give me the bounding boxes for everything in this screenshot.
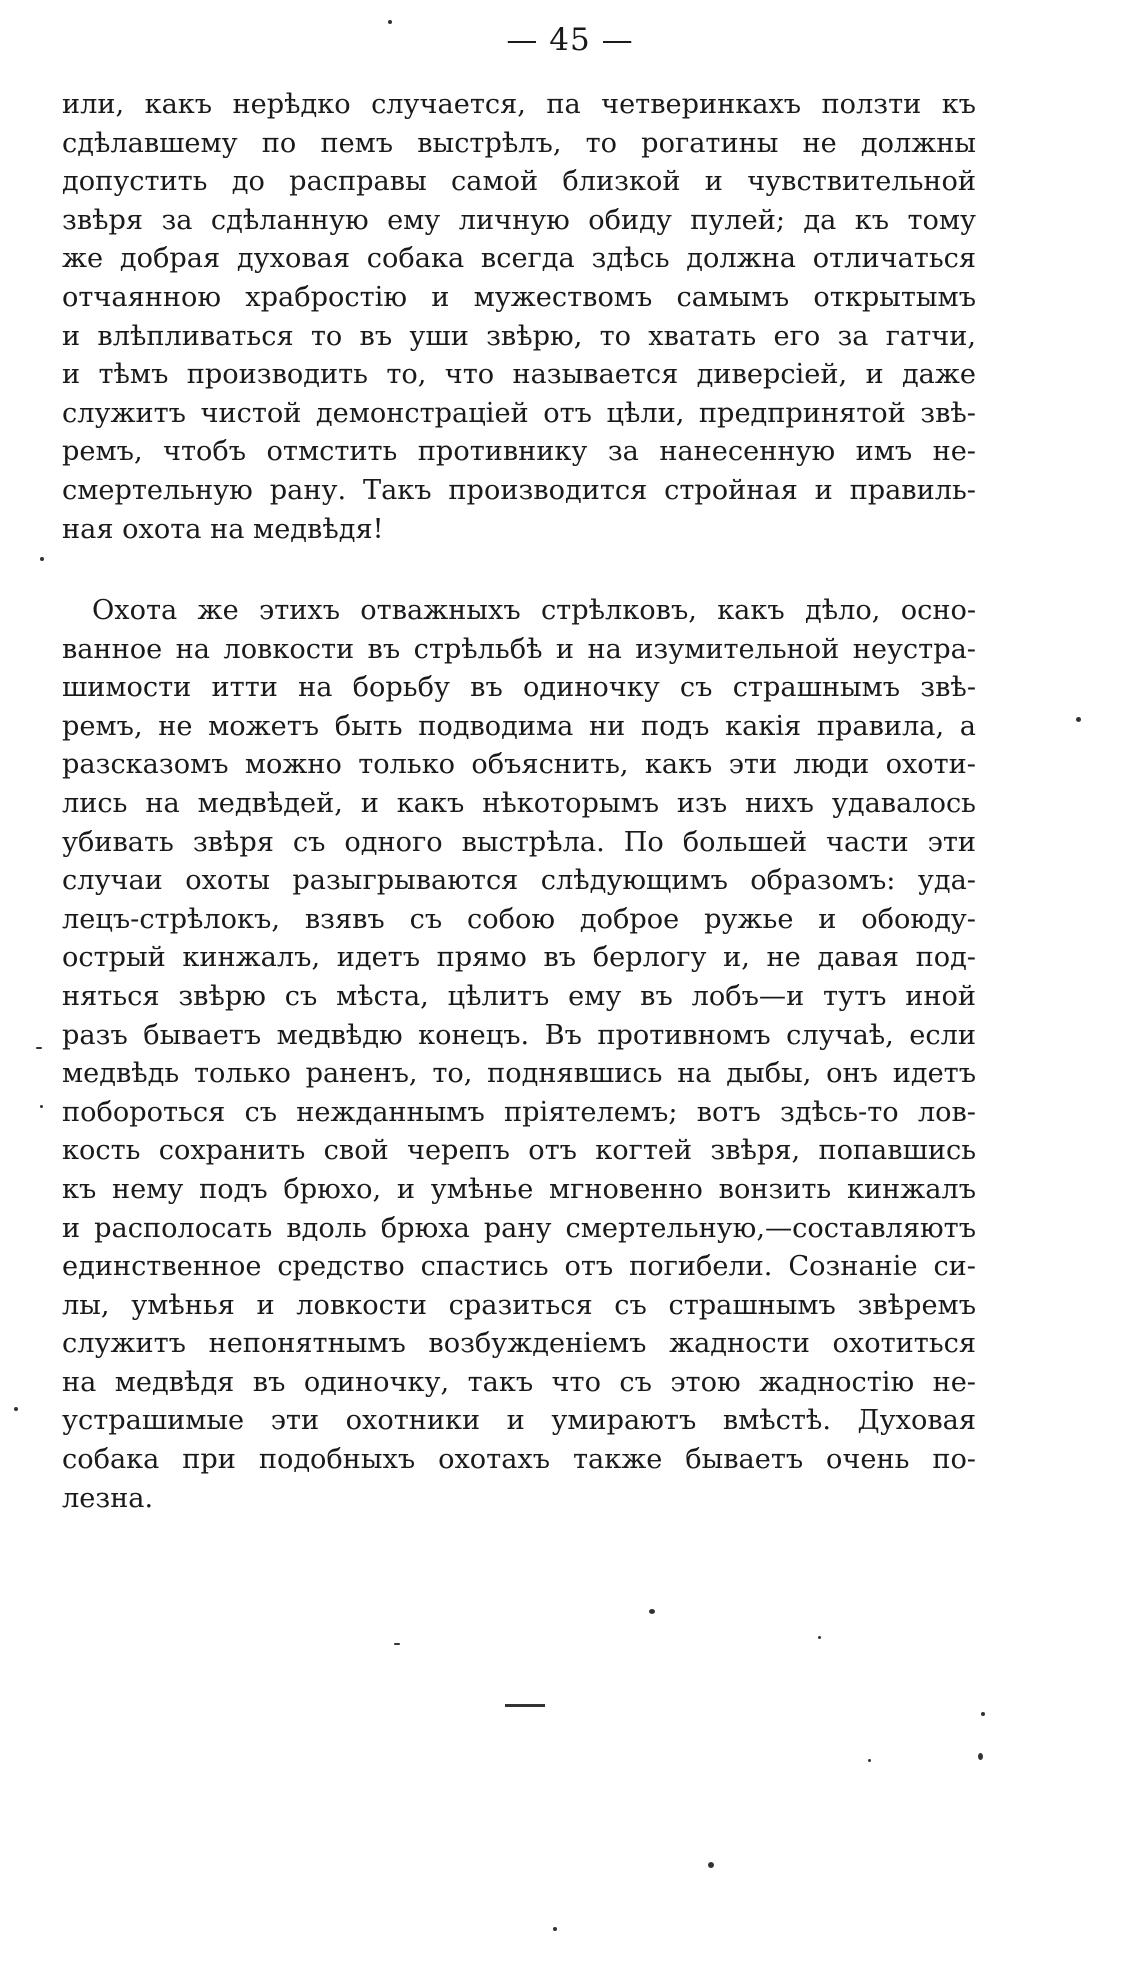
text-line: ремъ, не можетъ быть подводима ни подъ какія правила, а [62,710,976,742]
text-line: лезна. [62,1482,154,1514]
text-line: служитъ непонятнымъ возбужденіемъ жадности охотиться [62,1328,976,1360]
text-line: единственное средство спастись отъ погибели. Сознаніе си- [62,1251,976,1283]
paragraph-2 [62,592,976,1518]
print-speck [1076,717,1081,722]
print-speck [868,1759,871,1762]
page-number-header: — 45 — [506,22,634,58]
print-speck [981,1712,985,1716]
text-line: ванное на ловкости въ стрѣльбѣ и на изумительной неустра- [62,633,976,665]
text-line: ремъ, чтобъ отмстить противнику за нанесенную имъ не- [62,436,976,468]
text-line: кость сохранить свой черепъ отъ когтей звѣря, попавшись [62,1135,976,1167]
text-line: служитъ чистой демонстраціей отъ цѣли, предпринятой звѣ- [62,397,976,429]
text-line: и тѣмъ производить то, что называется диверсіей, и даже [62,359,976,391]
text-line: отчаянною храбростію и мужествомъ самымъ открытымъ [62,281,976,313]
print-speck [818,1636,821,1639]
print-speck [394,1643,400,1645]
text-line: острый кинжалъ, идетъ прямо въ берлогу и, не давая под- [62,942,976,974]
text-line: же добрая духовая собака всегда здѣсь должна отличаться [62,243,976,275]
text-line: шимости итти на борьбу въ одиночку съ страшнымъ звѣ- [62,672,976,704]
print-speck [36,1047,42,1049]
text-line: допустить до расправы самой близкой и чувствительной [62,166,976,198]
print-speck [388,20,392,24]
text-line: на медвѣдя въ одиночку, такъ что съ этою жадностію не- [62,1366,976,1398]
text-line: няться звѣрю съ мѣста, цѣлитъ ему въ лобъ—и тутъ иной [62,980,976,1012]
text-line: побороться съ нежданнымъ пріятелемъ; вотъ здѣсь-то лов- [62,1096,976,1128]
text-line: случаи охоты разыгрываются слѣдующимъ образомъ: уда- [62,865,976,897]
print-speck [14,1407,18,1411]
text-line: и влѣпливаться то въ уши звѣрю, то хватать его за гатчи, [62,320,976,352]
text-line: разсказомъ можно только объяснить, какъ эти люди охоти- [62,749,976,781]
print-speck [40,1105,43,1108]
text-line: смертельную рану. Такъ производится стройная и правиль- [62,474,976,506]
print-speck [708,1862,714,1868]
text-line: ная охота на медвѣдя! [62,513,384,545]
text-line: лись на медвѣдей, и какъ нѣкоторымъ изъ нихъ удавалось [62,787,976,819]
print-speck [978,1753,983,1760]
text-line: лы, умѣнья и ловкости сразиться съ страшнымъ звѣремъ [62,1289,976,1321]
text-line: Охота же этихъ отважныхъ стрѣлковъ, какъ дѣло, осно- [92,595,976,626]
text-line: къ нему подъ брюхо, и умѣнье мгновенно вонзить кинжалъ [62,1173,976,1205]
paragraph-1 [62,86,976,549]
text-line: убивать звѣря съ одного выстрѣла. По большей части эти [62,826,976,858]
text-line: лецъ-стрѣлокъ, взявъ съ собою доброе ружье и обоюду- [62,903,976,935]
text-line: медвѣдь только раненъ, то, поднявшись на дыбы, онъ идетъ [62,1058,976,1090]
print-speck [649,1609,655,1614]
closing-rule-divider [505,1704,545,1707]
text-line: разъ бываетъ медвѣдю конецъ. Въ противномъ случаѣ, если [62,1019,976,1051]
print-speck [40,557,44,561]
text-line: устрашимые эти охотники и умираютъ вмѣстѣ. Духовая [62,1405,976,1437]
print-speck [553,1927,557,1931]
text-line: собака при подобныхъ охотахъ также бываетъ очень по- [62,1444,976,1476]
text-line: звѣря за сдѣланную ему личную обиду пулей; да къ тому [62,204,976,236]
text-line: или, какъ нерѣдко случается, па четверинкахъ ползти къ [62,89,976,120]
text-line: сдѣлавшему по пемъ выстрѣлъ, то рогатины не должны [62,127,976,159]
text-line: и располосать вдоль брюха рану смертельную,—составляютъ [62,1212,976,1244]
